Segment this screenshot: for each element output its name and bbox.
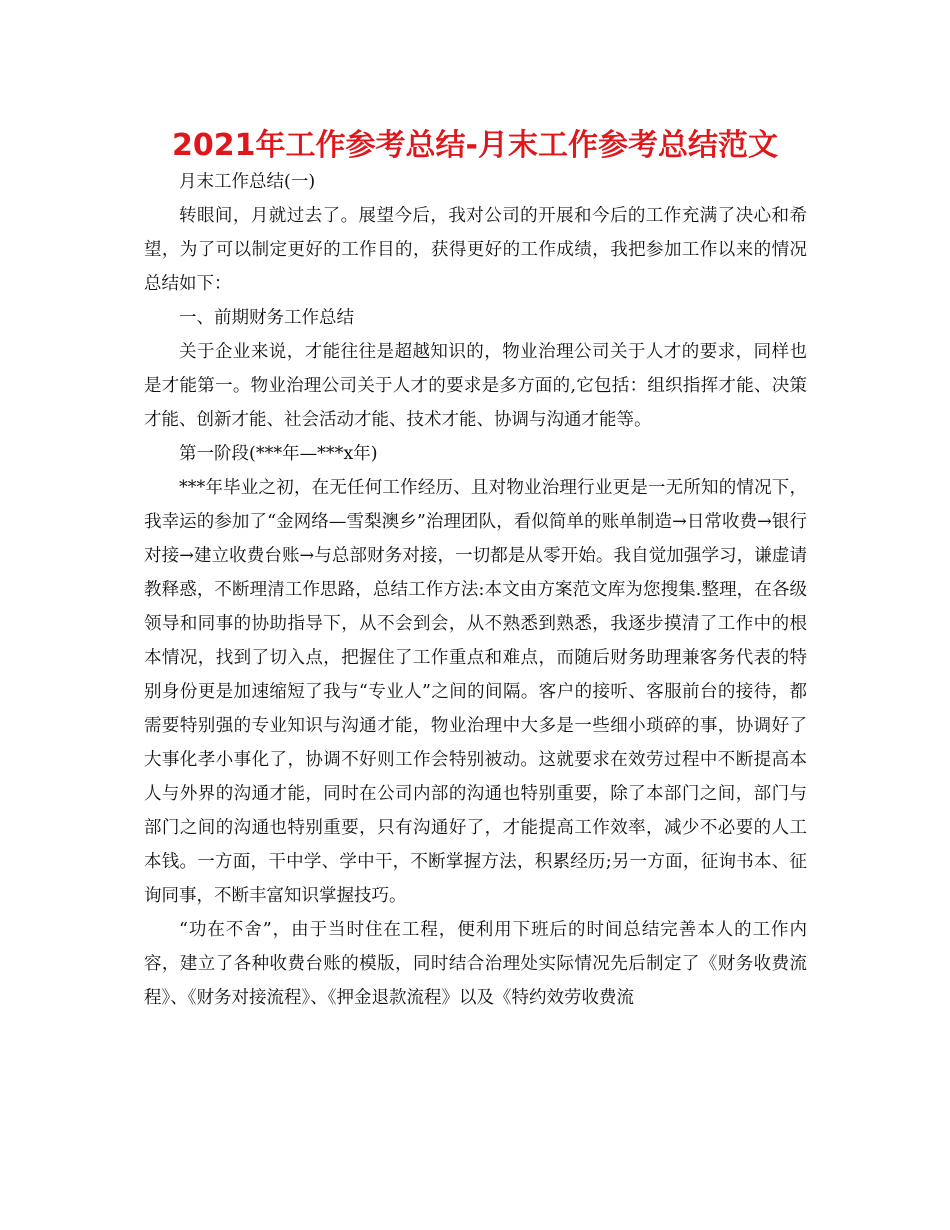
stage-one-heading: 第一阶段(***年—***x年) (179, 444, 378, 464)
stage-one-paragraph: ***年毕业之初，在无任何工作经历、且对物业治理行业更是一无所知的情况下，我幸运的参加了“金网络—雪梨澳乡”治理团队，看似简单的账单制造→日常收费→银行对接→建立收费台账→与总部财务对接，一切都是从零开始。我自觉加强学习，谦虚请教释惑，不断理清工作思路，总结工作方法:本文由方案范文库为您搜集.整理，在各级领导和同事的协助指导下，从不会到会，从不熟悉到熟悉，我逐步摸清了工作中的根本情况，找到了切入点，把握住了工作重点和难点，而随后财务助理兼客务代表的特别身份更是加速缩短了我与“专业人”之间的间隔。客户的接听、客服前台的接待，都需要特别强的专业知识与沟通才能，物业治理中大多是一些细小琐碎的事，协调好了大事化孝小事化了，协调不好则工作会特别被动。这就要求在效劳过程中不断提高本人与外界的沟通才能，同时在公司内部的沟通也特别重要，除了本部门之间，部门与部门之间的沟通也特别重要，只有沟通好了，才能提高工作效率，减少不必要的人工本钱。一方面，干中学、学中干，不断掌握方法，积累经历;另一方面，征询书本、征询同事，不断丰富知识掌握技巧。 (144, 478, 807, 906)
document-body (144, 165, 807, 1015)
ability-paragraph: 关于企业来说，才能往往是超越知识的，物业治理公司关于人才的要求，同样也是才能第一。物业治理公司关于人才的要求是多方面的,它包括：组织指挥才能、决策才能、创新才能、社会活动才能、技术才能、协调与沟通才能等。 (144, 342, 807, 430)
section-heading-monthly-summary: 月末工作总结(一) (179, 172, 316, 192)
intro-paragraph: 转眼间，月就过去了。展望今后，我对公司的开展和今后的工作充满了决心和希望，为了可以制定更好的工作目的，获得更好的工作成绩，我把参加工作以来的情况总结如下： (144, 206, 807, 294)
document-title: 2021年工作参考总结-月末工作参考总结范文 (172, 128, 778, 163)
persistence-paragraph: “功在不舍”，由于当时住在工程，便利用下班后的时间总结完善本人的工作内容，建立了各种收费台账的模版，同时结合治理处实际情况先后制定了《财务收费流程》、《财务对接流程》、《押金退款流程》以及《特约效劳收费流 (144, 920, 807, 1008)
section-heading-finance-summary: 一、前期财务工作总结 (179, 308, 354, 328)
